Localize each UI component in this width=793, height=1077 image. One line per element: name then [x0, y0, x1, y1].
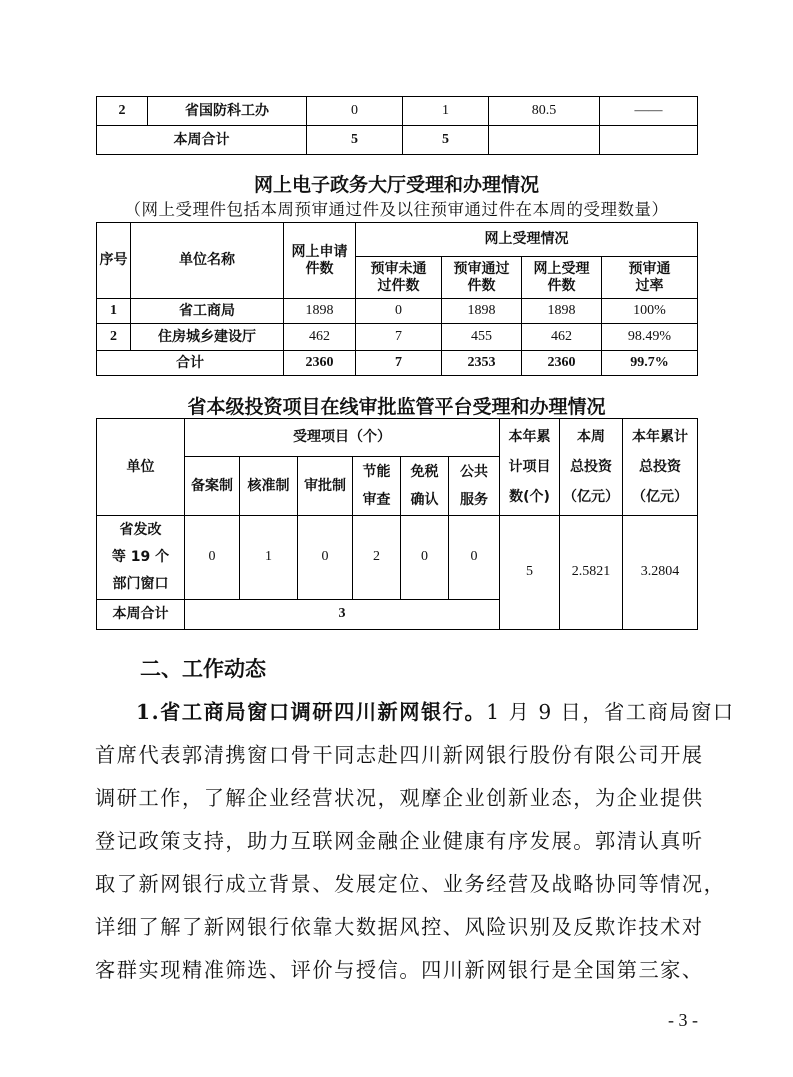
- row-number: 2: [97, 324, 131, 351]
- total-value: 2360: [284, 351, 356, 376]
- header-passed: 预审通过件数: [442, 257, 522, 299]
- cell-value: 100%: [602, 299, 698, 324]
- table-weekly-continued: [96, 96, 698, 155]
- table-online-hall: [96, 222, 698, 376]
- header-line: 免税: [410, 464, 439, 480]
- total-value: 2353: [442, 351, 522, 376]
- paragraph-line: 首席代表郭清携窗口骨干同志赴四川新网银行股份有限公司开展: [95, 743, 704, 767]
- unit-name: 省工商局: [131, 299, 284, 324]
- total-value: 99.7%: [602, 351, 698, 376]
- header-beian: 备案制: [185, 457, 240, 516]
- header-shenpi: 审批制: [298, 457, 353, 516]
- cell-value: 0: [449, 516, 500, 600]
- empty-cell: [489, 126, 600, 155]
- header-line: 节能: [362, 464, 391, 480]
- paragraph-line: 取了新网银行成立背景、发展定位、业务经营及战略协同等情况，: [95, 872, 726, 896]
- paragraph-line: 登记政策支持，助力互联网金融企业健康有序发展。郭清认真听: [95, 829, 704, 853]
- total-label: 本周合计: [97, 600, 185, 630]
- header-line: 审查: [362, 492, 391, 508]
- header-year-investment: [623, 419, 698, 516]
- header-unit: 单位名称: [131, 223, 284, 299]
- cell-value: 80.5: [489, 97, 600, 126]
- header-line: 本周: [577, 429, 605, 445]
- total-value: 7: [356, 351, 442, 376]
- online-hall-subtitle: （网上受理件包括本周预审通过件及以往预审通过件在本周的受理数量）: [124, 200, 669, 219]
- header-line: 确认: [410, 492, 439, 508]
- cell-value: 98.49%: [602, 324, 698, 351]
- cell-value: 1898: [284, 299, 356, 324]
- table-row: [97, 324, 698, 351]
- total-value: 5: [307, 126, 403, 155]
- cell-value: 2: [353, 516, 401, 600]
- paragraph-line: [136, 697, 735, 727]
- invest-platform-title: 省本级投资项目在线审批监管平台受理和办理情况: [187, 396, 606, 418]
- cell-value: 5: [500, 516, 560, 630]
- total-value: 2360: [522, 351, 602, 376]
- cell-value: 455: [442, 324, 522, 351]
- unit-name: 省国防科工办: [148, 97, 307, 126]
- total-label: 本周合计: [97, 126, 307, 155]
- header-project-group: 受理项目（个）: [185, 419, 500, 457]
- header-accepted: 网上受理件数: [522, 257, 602, 299]
- cell-value: 3.2804: [623, 516, 698, 630]
- table-row: [97, 516, 698, 600]
- cell-value: 1: [240, 516, 298, 600]
- unit-name: [97, 516, 185, 600]
- paragraph-line: 客群实现精准筛选、评价与授信。四川新网银行是全国第三家、: [95, 958, 704, 982]
- header-gonggong: [449, 457, 500, 516]
- unit-line: 省发改: [119, 522, 162, 538]
- header-unit: 单位: [97, 419, 185, 516]
- header-hezhun: 核准制: [240, 457, 298, 516]
- table-header-row: [97, 419, 698, 457]
- cell-value: 1898: [522, 299, 602, 324]
- total-value: 5: [403, 126, 489, 155]
- header-line: 服务: [460, 492, 488, 508]
- header-line: （亿元）: [563, 489, 619, 505]
- total-value: 3: [185, 600, 500, 630]
- header-line: 计项目: [508, 459, 551, 475]
- header-rate: 预审通过率: [602, 257, 698, 299]
- header-online-group: 网上受理情况: [356, 223, 698, 257]
- cell-value: 462: [284, 324, 356, 351]
- cell-value: 462: [522, 324, 602, 351]
- header-line: 数(个): [509, 489, 550, 505]
- header-line: 总投资: [570, 459, 612, 475]
- section-heading: 二、工作动态: [140, 657, 266, 681]
- header-not-passed: 预审未通过件数: [356, 257, 442, 299]
- header-line: 本年累: [508, 429, 551, 445]
- header-jieneng: [353, 457, 401, 516]
- header-apply: 网上申请件数: [284, 223, 356, 299]
- paragraph-line: 详细了解了新网银行依靠大数据风控、风险识别及反欺诈技术对: [95, 915, 704, 939]
- page-number: - 3 -: [668, 1010, 698, 1030]
- cell-value: 0: [356, 299, 442, 324]
- row-number: 2: [97, 97, 148, 126]
- total-label: 合计: [97, 351, 284, 376]
- unit-line: 部门窗口: [112, 576, 169, 592]
- header-line: 本年累计: [632, 429, 688, 445]
- header-line: （亿元）: [632, 489, 688, 505]
- header-year-count: [500, 419, 560, 516]
- cell-value: 1898: [442, 299, 522, 324]
- cell-value: 7: [356, 324, 442, 351]
- header-mianshui: [401, 457, 449, 516]
- table-invest-platform: [96, 418, 698, 630]
- header-line: 总投资: [639, 459, 681, 475]
- cell-value: 0: [298, 516, 353, 600]
- table-total-row: [97, 126, 698, 155]
- cell-value: 0: [307, 97, 403, 126]
- table-header-row: [97, 223, 698, 257]
- table-total-row: [97, 351, 698, 376]
- unit-line: 等 19 个: [111, 549, 170, 565]
- unit-name: 住房城乡建设厅: [131, 324, 284, 351]
- cell-value: 0: [401, 516, 449, 600]
- paragraph-lead: 1.省工商局窗口调研四川新网银行。: [136, 700, 487, 724]
- table-row: [97, 299, 698, 324]
- header-line: 公共: [460, 464, 488, 480]
- empty-cell: [600, 126, 698, 155]
- table-row: [97, 97, 698, 126]
- paragraph-line: 调研工作，了解企业经营状况，观摩企业创新业态，为企业提供: [95, 786, 704, 810]
- cell-value: 2.5821: [560, 516, 623, 630]
- paragraph-text: 1 月 9 日，省工商局窗口: [486, 700, 735, 724]
- cell-value: 1: [403, 97, 489, 126]
- header-no: 序号: [97, 223, 131, 299]
- online-hall-title: 网上电子政务大厅受理和办理情况: [253, 174, 539, 196]
- cell-value: ——: [600, 97, 698, 126]
- header-week-investment: [560, 419, 623, 516]
- row-number: 1: [97, 299, 131, 324]
- cell-value: 0: [185, 516, 240, 600]
